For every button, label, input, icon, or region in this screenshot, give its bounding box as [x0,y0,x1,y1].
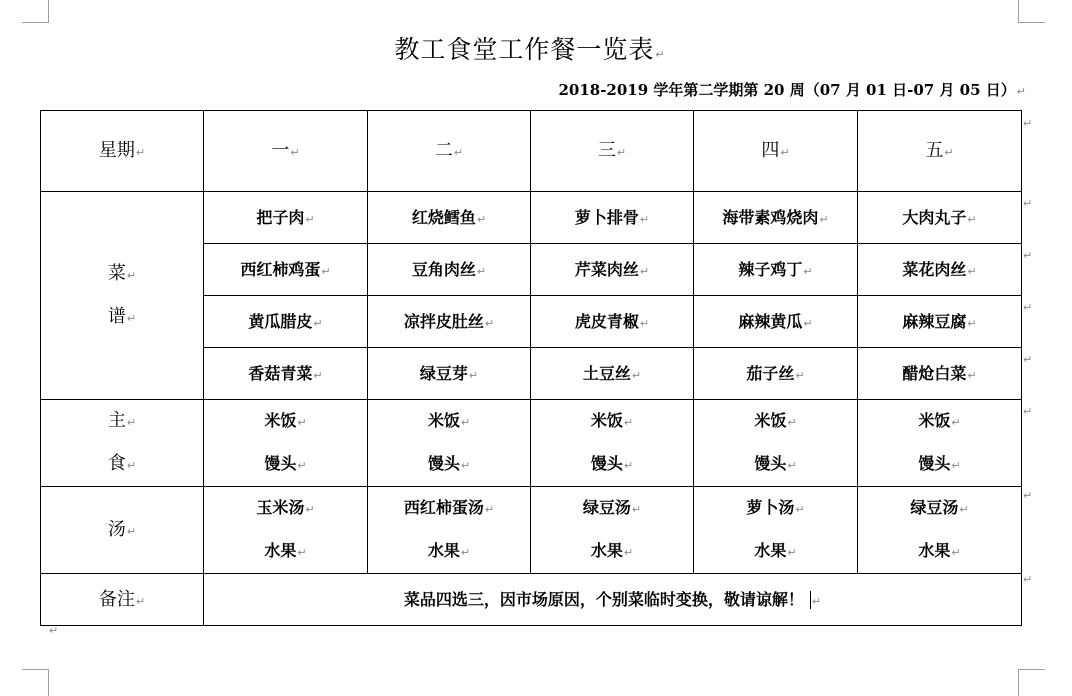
paragraph-mark-icon: ↵ [460,459,471,472]
row-end-mark-icon: ↵ [1023,573,1033,586]
paragraph-mark-icon: ↵ [484,316,495,330]
title-text: 教工食堂工作餐一览表 [394,35,655,64]
paragraph-mark-icon: ↵ [321,264,331,278]
paragraph-mark-icon: ↵ [305,503,315,516]
paragraph-mark-icon: ↵ [811,594,822,608]
paragraph-mark-icon: ↵ [631,368,642,382]
soup-cell[interactable]: 玉米汤↵ 水果↵ [204,487,368,574]
soup-cell[interactable]: 绿豆汤↵ 水果↵ [531,487,694,574]
menu-cell[interactable]: 菜花肉丝↵ [858,244,1022,296]
menu-cell[interactable]: 凉拌皮肚丝↵ [368,296,531,348]
paragraph-mark-icon: ↵ [787,546,797,559]
document-end-mark-icon: ↵ [49,624,59,637]
paragraph-mark-icon: ↵ [967,368,977,382]
paragraph-mark-icon: ↵ [126,416,137,429]
menu-cell[interactable]: 豆角肉丝↵ [368,244,531,296]
menu-cell[interactable]: 茄子丝↵ [694,348,858,400]
subtitle-text: 2018-2019 学年第二学期第 20 周（07 月 01 日-07 月 05 日） [558,81,1016,99]
note-row [41,574,1022,626]
note-section-label[interactable]: 备注↵ [41,574,204,626]
paragraph-mark-icon: ↵ [967,264,977,278]
header-row [41,111,1022,192]
menu-cell[interactable]: 香菇青菜↵ [204,348,368,400]
document-title[interactable] [40,30,1020,66]
paragraph-mark-icon: ↵ [126,268,137,282]
paragraph-mark-icon: ↵ [135,146,146,160]
menu-cell[interactable]: 土豆丝↵ [531,348,694,400]
row-end-mark-icon: ↵ [1023,249,1033,262]
paragraph-mark-icon: ↵ [476,264,487,278]
paragraph-mark-icon: ↵ [787,459,797,472]
paragraph-mark-icon: ↵ [639,264,650,278]
staple-cell[interactable]: 米饭↵ 馒头↵ [858,400,1022,487]
paragraph-mark-icon: ↵ [623,459,634,472]
soup-section-label[interactable]: 汤↵ [41,487,204,574]
paragraph-mark-icon: ↵ [639,212,650,226]
paragraph-mark-icon: ↵ [795,368,805,382]
menu-cell[interactable]: 黄瓜腊皮↵ [204,296,368,348]
staple-row [41,400,1022,487]
paragraph-mark-icon: ↵ [290,146,300,160]
paragraph-mark-icon: ↵ [631,503,642,516]
soup-row [41,487,1022,574]
paragraph-mark-icon: ↵ [623,416,634,429]
menu-cell[interactable]: 麻辣黄瓜↵ [694,296,858,348]
header-cell-weekday[interactable]: 星期↵ [41,111,204,192]
paragraph-mark-icon: ↵ [135,594,146,608]
crop-mark-top-left [22,0,49,23]
paragraph-mark-icon: ↵ [655,48,666,61]
header-cell-day[interactable]: 四↵ [694,111,858,192]
paragraph-mark-icon: ↵ [819,212,829,226]
paragraph-mark-icon: ↵ [460,416,471,429]
paragraph-mark-icon: ↵ [803,316,813,330]
menu-cell[interactable]: 辣子鸡丁↵ [694,244,858,296]
paragraph-mark-icon: ↵ [126,459,137,472]
staple-cell[interactable]: 米饭↵ 馒头↵ [531,400,694,487]
paragraph-mark-icon: ↵ [484,503,495,516]
paragraph-mark-icon: ↵ [639,316,650,330]
menu-cell[interactable]: 醋炝白菜↵ [858,348,1022,400]
soup-cell[interactable]: 萝卜汤↵ 水果↵ [694,487,858,574]
paragraph-mark-icon: ↵ [313,368,323,382]
staple-cell[interactable]: 米饭↵ 馒头↵ [694,400,858,487]
paragraph-mark-icon: ↵ [297,416,307,429]
paragraph-mark-icon: ↵ [951,459,961,472]
paragraph-mark-icon: ↵ [951,546,961,559]
header-cell-day[interactable]: 五↵ [858,111,1022,192]
staple-cell[interactable]: 米饭↵ 馒头↵ [204,400,368,487]
paragraph-mark-icon: ↵ [803,264,813,278]
header-cell-day[interactable]: 二↵ [368,111,531,192]
soup-cell[interactable]: 绿豆汤↵ 水果↵ [858,487,1022,574]
row-end-mark-icon: ↵ [1023,489,1033,502]
row-end-mark-icon: ↵ [1023,117,1033,130]
paragraph-mark-icon: ↵ [944,146,954,160]
crop-mark-top-right [1018,0,1045,23]
header-cell-day[interactable]: 一↵ [204,111,368,192]
paragraph-mark-icon: ↵ [959,503,969,516]
paragraph-mark-icon: ↵ [623,546,634,559]
paragraph-mark-icon: ↵ [951,416,961,429]
header-cell-day[interactable]: 三↵ [531,111,694,192]
row-end-mark-icon: ↵ [1023,301,1033,314]
menu-cell[interactable]: 海带素鸡烧肉↵ [694,192,858,244]
paragraph-mark-icon: ↵ [616,146,627,160]
paragraph-mark-icon: ↵ [468,368,479,382]
menu-section-label[interactable]: 菜↵ 谱↵ [41,192,204,400]
staple-cell[interactable]: 米饭↵ 馒头↵ [368,400,531,487]
paragraph-mark-icon: ↵ [126,311,137,325]
paragraph-mark-icon: ↵ [1016,85,1026,98]
note-text: 菜品四选三，因市场原因，个别菜临时变换，敬请谅解！ [403,589,804,609]
paragraph-mark-icon: ↵ [313,316,323,330]
menu-cell[interactable]: 麻辣豆腐↵ [858,296,1022,348]
menu-cell[interactable]: 芹菜肉丝↵ [531,244,694,296]
menu-cell[interactable]: 绿豆芽↵ [368,348,531,400]
menu-cell[interactable]: 虎皮青椒↵ [531,296,694,348]
staple-section-label[interactable]: 主↵ 食↵ [41,400,204,487]
menu-cell[interactable]: 西红柿鸡蛋↵ [204,244,368,296]
row-end-mark-icon: ↵ [1023,353,1033,366]
paragraph-mark-icon: ↵ [795,503,805,516]
paragraph-mark-icon: ↵ [297,459,307,472]
menu-table [40,110,1022,626]
paragraph-mark-icon: ↵ [297,546,307,559]
text-cursor [810,591,811,609]
paragraph-mark-icon: ↵ [787,416,797,429]
menu-cell[interactable]: 大肉丸子↵ [858,192,1022,244]
paragraph-mark-icon: ↵ [476,212,487,226]
document-subtitle[interactable] [558,79,1026,100]
paragraph-mark-icon: ↵ [967,316,977,330]
paragraph-mark-icon: ↵ [453,146,464,160]
soup-cell[interactable]: 西红柿蛋汤↵ 水果↵ [368,487,531,574]
menu-cell[interactable]: 把子肉↵ [204,192,368,244]
note-cell[interactable] [204,574,1022,626]
menu-cell[interactable]: 红烧鳕鱼↵ [368,192,531,244]
paragraph-mark-icon: ↵ [460,546,471,559]
menu-cell[interactable]: 萝卜排骨↵ [531,192,694,244]
paragraph-mark-icon: ↵ [780,146,790,160]
paragraph-mark-icon: ↵ [967,212,977,226]
paragraph-mark-icon: ↵ [126,525,137,539]
row-end-mark-icon: ↵ [1023,405,1033,418]
menu-row [41,192,1022,244]
row-end-mark-icon: ↵ [1023,197,1033,210]
paragraph-mark-icon: ↵ [305,212,315,226]
